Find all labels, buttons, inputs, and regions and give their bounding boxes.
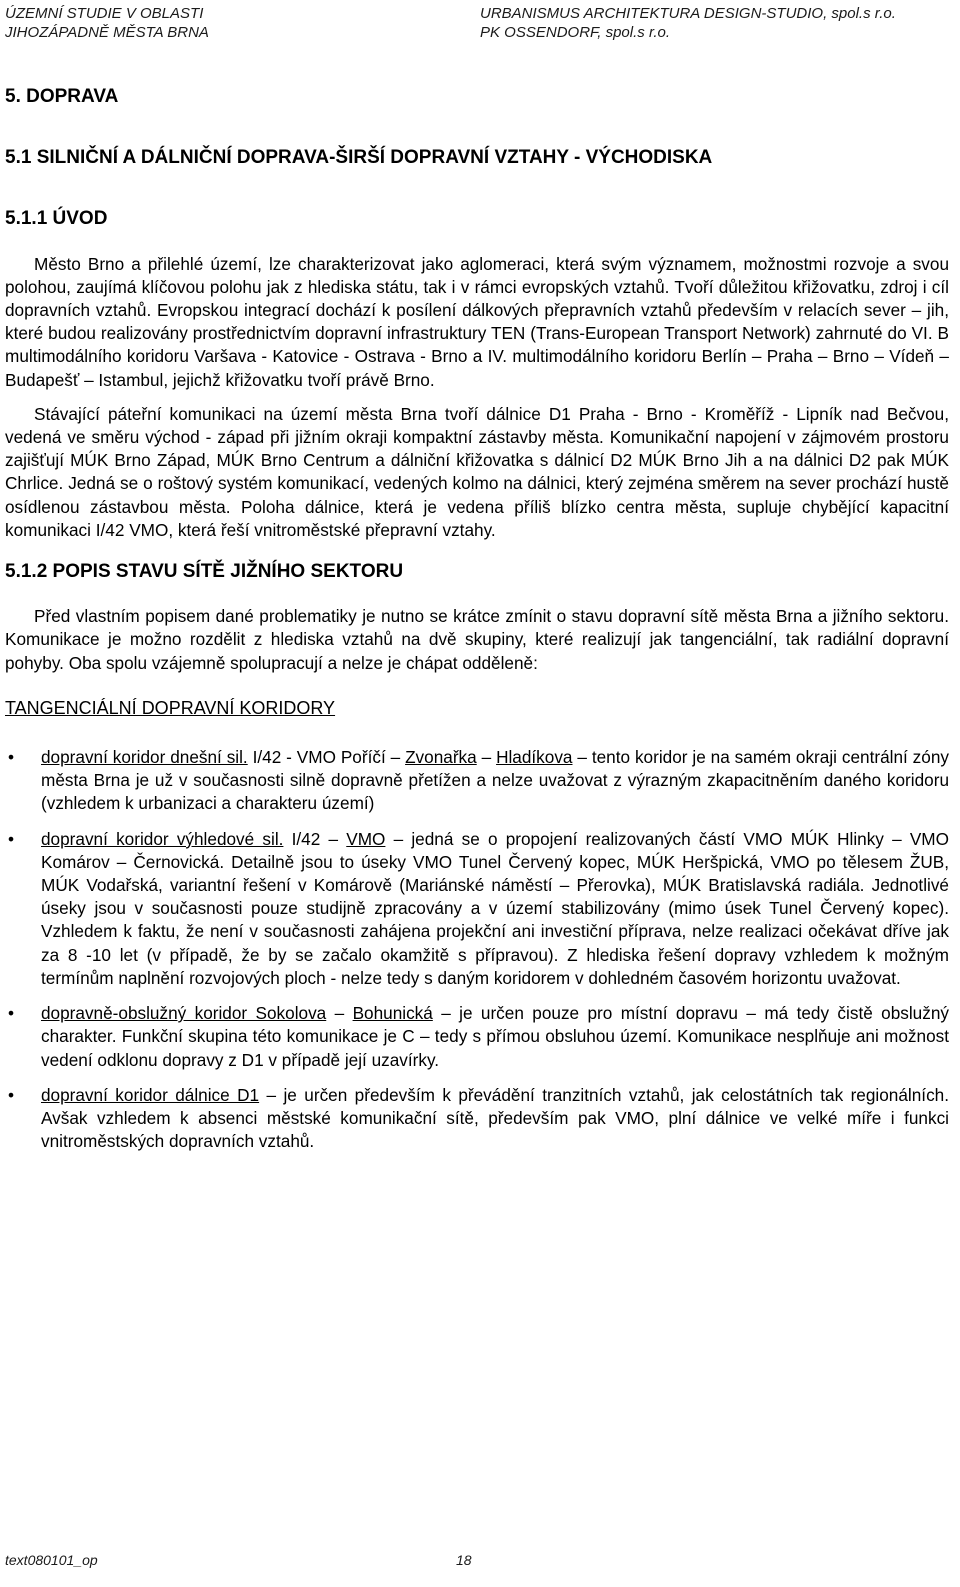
corridor-mid-2: – bbox=[476, 747, 497, 768]
header-right-line1: URBANISMUS ARCHITEKTURA DESIGN-STUDIO, spol.s r.o. bbox=[480, 5, 896, 22]
document-body bbox=[5, 85, 949, 1165]
footer-doc-id: text080101_op bbox=[5, 1552, 98, 1568]
corridor-text: – je určen především k převádění tranzitních vztahů, jak celostátních tak regionálních. Avšak vzhledem k absenci městské komunikační sítě, především pak VMO, plní dálnice ve velké míře i funkci vnitroměstských dopravních vztahů. bbox=[41, 1084, 949, 1152]
corridor-name: dopravní koridor dnešní sil. bbox=[41, 747, 248, 768]
corridor-name-2: Bohunická bbox=[352, 1003, 433, 1024]
corridor-name-2: Zvonařka bbox=[405, 747, 477, 768]
header-left bbox=[5, 4, 209, 42]
corridor-name-2: VMO bbox=[346, 828, 386, 849]
list-item bbox=[5, 828, 949, 990]
paragraph-highway: Stávající páteřní komunikaci na území města Brna tvoří dálnice D1 Praha - Brno - Kroměříž - Lipník nad Bečvou, vedená ve směru východ - západ při jižním okraji kompaktní zástavby města. Komunikační napojení v zájmovém prostoru zajišťují MÚK Brno Západ, MÚK Brno Centrum a dálniční křižovatka s dálnicí D2 MÚK Brno Jih a na dálnici D2 pak MÚK Chrlice. Jedná se o roštový systém komunikací, vedených kolmo na dálnici, který zejména směrem na sever prochází hustě osídlenou zástavbou města. Poloha dálnice, která je vedena příliš blízko centra města, supluje chybějící kapacitní komunikaci I/42 VMO, která řeší vnitroměstské přepravní vztahy. bbox=[5, 403, 949, 540]
corridor-list bbox=[5, 746, 949, 1153]
corridor-text: – jedná se o propojení realizovaných částí VMO MÚK Hlinky – VMO Komárov – Černovická. Detailně jsou to úseky VMO Tunel Červený kopec, MÚK Heršpická, VMO po tělesem ŽUB, MÚK Vodařská, variantní řešení v Komárově (Mariánské náměstí – Přerovka), MÚK Bratislavská radiála. Jednotlivé úseky jsou v současnosti pouze studijně zpracovány a v území stabilizovány (mimo úsek Tunel Červený kopec). Vzhledem k faktu, že není v současnosti zahájena projekční ani investiční příprava, nelze realizaci očekávat dříve jak za 8 -10 let (v případě, že by se začalo okamžitě s přípravou). Z hlediska řešení dopravy vzhledem k možným termínům naplnění rozvojových ploch - nelze tedy s daným koridorem v dohledném časovém horizontu uvažovat. bbox=[41, 828, 949, 988]
page-footer bbox=[5, 1552, 475, 1568]
header-right-line2: PK OSSENDORF, spol.s r.o. bbox=[480, 24, 671, 41]
paragraph-popis: Před vlastním popisem dané problematiky je nutno se krátce zmínit o stavu dopravní sítě města Brna a jižního sektoru. Komunikace je možno rozdělit z hlediska vztahů na dvě skupiny, které realizují jak tangenciální, tak radiální dopravní pohyby. Oba spolu vzájemně spolupracují a nelze je chápat odděleně: bbox=[5, 606, 949, 673]
heading-uvod: 5.1.1 ÚVOD bbox=[5, 208, 108, 230]
corridor-mid: – bbox=[326, 1003, 353, 1024]
heading-popis-stavu: 5.1.2 POPIS STAVU SÍTĚ JIŽNÍHO SEKTORU bbox=[5, 561, 404, 583]
corridor-name: dopravní koridor dálnice D1 bbox=[41, 1084, 260, 1105]
corridor-name: dopravní koridor výhledové sil. bbox=[41, 828, 284, 849]
header-right bbox=[480, 4, 896, 42]
corridor-mid: I/42 - VMO Poříčí – bbox=[247, 747, 406, 768]
list-item bbox=[5, 746, 949, 816]
header-left-line2: JIHOZÁPADNĚ MĚSTA BRNA bbox=[5, 24, 209, 41]
heading-silnicni-doprava: 5.1 SILNIČNÍ A DÁLNIČNÍ DOPRAVA-ŠIRŠÍ DOPRAVNÍ VZTAHY - VÝCHODISKA bbox=[5, 147, 713, 169]
corridor-name: dopravně-obslužný koridor Sokolova bbox=[41, 1003, 327, 1024]
paragraph-intro: Město Brno a přilehlé území, lze charakterizovat jako aglomeraci, která svým významem, možnostmi rozvoje a svou polohou, zaujímá klíčovou polohu jak z hlediska státu, tak i v rámci evropských vztahů. Tvoří důležitou křižovatku, zdroj i cíl dopravních vztahů. Evropskou integrací dochází k posílení dálkových přepravních vztahů především v relacích sever – jih, které budou realizovány prostřednictvím dopravní infrastruktury TEN (Trans-European Transport Network) zahrnuté do VI. B multimodálního koridoru Varšava - Katovice - Ostrava - Brno a IV. multimodálního koridoru Berlín – Praha – Brno – Vídeň – Budapešť – Istambul, jejichž křižovatku tvoří právě Brno. bbox=[5, 253, 949, 390]
corridor-mid: I/42 – bbox=[283, 828, 347, 849]
page-number: 18 bbox=[456, 1552, 472, 1568]
subheading-tangencialni: TANGENCIÁLNÍ DOPRAVNÍ KORIDORY bbox=[5, 697, 336, 718]
corridor-name-3: Hladíkova bbox=[496, 747, 573, 768]
list-item bbox=[5, 1084, 949, 1154]
header-left-line1: ÚZEMNÍ STUDIE V OBLASTI bbox=[5, 5, 204, 22]
corridor-text: – tento koridor je na samém okraji centrální zóny města Brna je už v současnosti silně dopravně přetížen a nelze uvažovat z výrazným zkapacitněním daného koridoru (vzhledem k urbanizaci a charakteru území) bbox=[41, 747, 949, 814]
heading-doprava: 5. DOPRAVA bbox=[5, 86, 119, 107]
list-item bbox=[5, 1002, 949, 1072]
corridor-text: – je určen pouze pro místní dopravu – má tedy čistě obslužný charakter. Funkční skupina této komunikace je C – tedy s přímou obsluhou území. Komunikace nesplňuje ani možnost vedení odklonu dopravy z D1 v případě její uzavírky. bbox=[41, 1003, 949, 1070]
